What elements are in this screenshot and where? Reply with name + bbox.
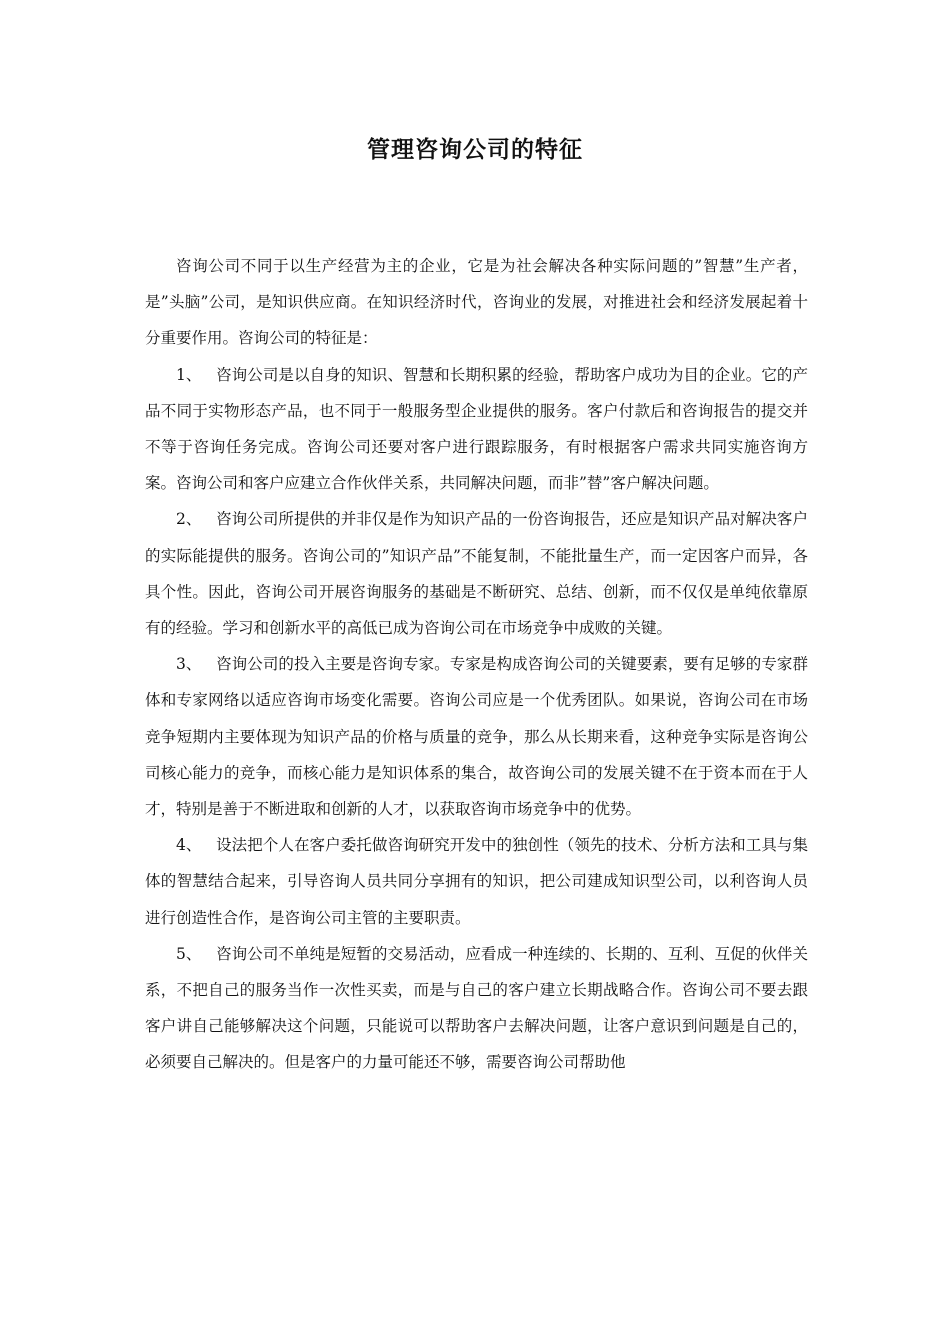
list-item-text: 设法把个人在客户委托做咨询研究开发中的独创性（领先的技术、分析方法和工具与集体的智慧结合起来，引导咨询人员共同分享拥有的知识，把公司建成知识型公司，以利咨询人员进行创造性合作，是咨询公司主管的主要职责。 xyxy=(145,836,808,927)
list-item-number: 4、 xyxy=(176,836,202,855)
document-body xyxy=(145,248,808,1081)
intro-paragraph: 咨询公司不同于以生产经营为主的企业，它是为社会解决各种实际问题的”智慧”生产者，是”头脑”公司，是知识供应商。在知识经济时代，咨询业的发展，对推进社会和经济发展起着十分重要作用。咨询公司的特征是： xyxy=(145,257,808,348)
list-item-number: 3、 xyxy=(176,655,202,674)
list-item xyxy=(145,357,808,502)
list-item xyxy=(145,501,808,646)
list-item-text: 咨询公司不单纯是短暂的交易活动，应看成一种连续的、长期的、互利、互促的伙伴关系，不把自己的服务当作一次性买卖，而是与自己的客户建立长期战略合作。咨询公司不要去跟客户讲自己能够解决这个问题，只能说可以帮助客户去解决问题，让客户意识到问题是自己的，必须要自己解决的。但是客户的力量可能还不够，需要咨询公司帮助他 xyxy=(145,944,808,1072)
list-item xyxy=(145,827,808,936)
list-item-number: 2、 xyxy=(176,510,202,529)
page-title: 管理咨询公司的特征 xyxy=(367,136,583,163)
list-item xyxy=(145,646,808,827)
list-item-number: 1、 xyxy=(176,365,202,384)
list-item-number: 5、 xyxy=(176,944,202,963)
list-item xyxy=(145,936,808,1081)
list-item-text: 咨询公司是以自身的知识、智慧和长期积累的经验，帮助客户成功为目的企业。它的产品不同于实物形态产品，也不同于一般服务型企业提供的服务。客户付款后和咨询报告的提交并不等于咨询任务完成。咨询公司还要对客户进行跟踪服务，有时根据客户需求共同实施咨询方案。咨询公司和客户应建立合作伙伴关系，共同解决问题，而非”替”客户解决问题。 xyxy=(145,365,808,493)
list-item-text: 咨询公司所提供的并非仅是作为知识产品的一份咨询报告，还应是知识产品对解决客户的实际能提供的服务。咨询公司的”知识产品”不能复制，不能批量生产，而一定因客户而异，各具个性。因此，咨询公司开展咨询服务的基础是不断研究、总结、创新，而不仅仅是单纯依靠原有的经验。学习和创新水平的高低已成为咨询公司在市场竞争中成败的关键。 xyxy=(145,510,808,638)
list-item-text: 咨询公司的投入主要是咨询专家。专家是构成咨询公司的关键要素，要有足够的专家群体和专家网络以适应咨询市场变化需要。咨询公司应是一个优秀团队。如果说，咨询公司在市场竞争短期内主要体现为知识产品的价格与质量的竞争，那么从长期来看，这种竞争实际是咨询公司核心能力的竞争，而核心能力是知识体系的集合，故咨询公司的发展关键不在于资本而在于人才，特别是善于不断进取和创新的人才，以获取咨询市场竞争中的优势。 xyxy=(145,655,808,819)
